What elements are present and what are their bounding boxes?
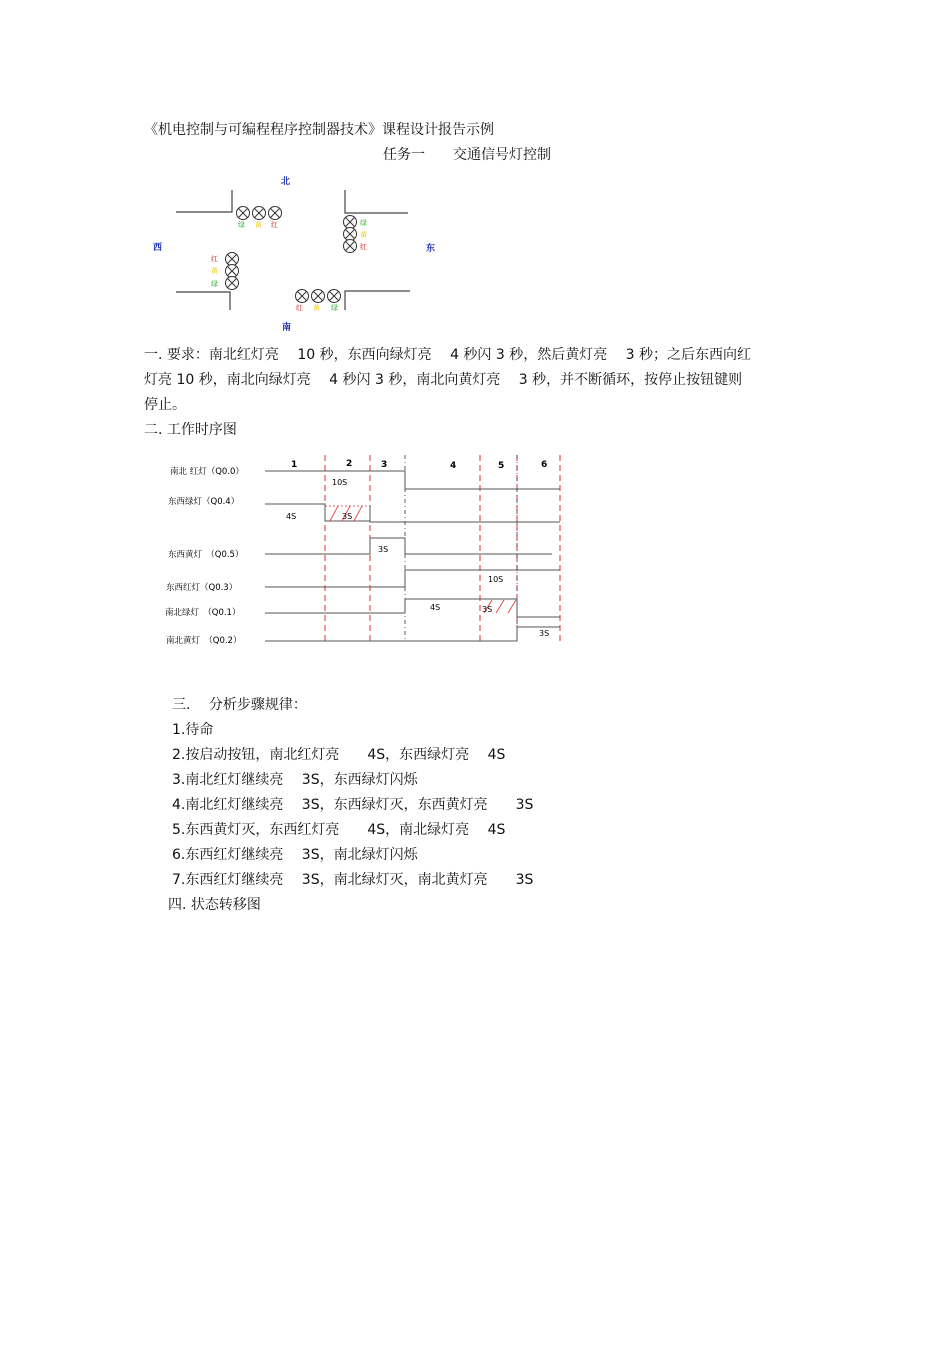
step-1: 1.待命 xyxy=(172,722,214,738)
east-yellow-label: 黄 xyxy=(360,231,367,239)
phase-2: 2 xyxy=(346,459,353,469)
requirement-line-1: 一. 要求：南北红灯亮 10 秒，东西向绿灯亮 4 秒闪 3 秒，然后黄灯亮 3 秒；之后东西向红 xyxy=(144,347,752,363)
wave-ns-green xyxy=(265,599,560,617)
north-green-label: 绿 xyxy=(238,221,245,229)
signal-ew-red-label: 东西红灯（Q0.3） xyxy=(166,583,238,593)
step-6: 6.东西红灯继续亮 3S，南北绿灯闪烁 xyxy=(172,847,418,863)
analysis-heading: 三. 分析步骤规律： xyxy=(172,697,307,713)
wave-ns-yellow xyxy=(265,627,560,641)
signal-ns-red-label: 南北 红灯（Q0.0） xyxy=(170,467,244,477)
duration-ew-green-on: 4S xyxy=(286,512,297,521)
timing-diagram xyxy=(160,450,570,650)
label-east: 东 xyxy=(426,244,436,254)
phase-5: 5 xyxy=(498,461,505,471)
west-yellow-label: 黄 xyxy=(211,267,218,275)
label-north: 北 xyxy=(281,177,291,187)
phase-1: 1 xyxy=(291,460,298,470)
road-corner-sw xyxy=(176,292,230,310)
signal-ew-yellow-label: 东西黄灯 （Q0.5） xyxy=(168,550,244,560)
wave-ew-green xyxy=(265,504,560,522)
west-signal-group xyxy=(211,253,239,290)
east-green-label: 绿 xyxy=(360,219,367,227)
south-yellow-label: 黄 xyxy=(313,304,320,312)
road-corner-se xyxy=(345,291,410,310)
wave-ew-red xyxy=(265,570,560,587)
duration-ew-red: 10S xyxy=(488,575,504,584)
north-signal-group xyxy=(237,207,282,230)
label-west: 西 xyxy=(153,243,163,253)
label-south: 南 xyxy=(282,323,292,333)
duration-ns-red: 10S xyxy=(332,478,348,487)
phase-4: 4 xyxy=(450,461,457,471)
south-green-label: 绿 xyxy=(331,304,338,312)
signal-ew-green-label: 东西绿灯（Q0.4） xyxy=(168,497,240,507)
road-corner-ne xyxy=(345,190,408,213)
requirement-line-3: 停止。 xyxy=(144,397,186,413)
task-title: 任务一 交通信号灯控制 xyxy=(383,147,551,163)
duration-ns-green-on: 4S xyxy=(430,603,441,612)
east-signal-group xyxy=(344,216,369,253)
duration-ew-yellow: 3S xyxy=(378,545,389,554)
signal-ns-yellow-label: 南北黄灯 （Q0.2） xyxy=(166,636,242,646)
step-3: 3.南北红灯继续亮 3S，东西绿灯闪烁 xyxy=(172,772,418,788)
phase-boundaries xyxy=(325,455,560,642)
state-transition-heading: 四. 状态转移图 xyxy=(168,897,261,913)
south-red-label: 红 xyxy=(296,304,303,312)
west-red-label: 红 xyxy=(211,255,218,263)
north-red-label: 红 xyxy=(271,221,278,229)
document-title: 《机电控制与可编程程序控制器技术》课程设计报告示例 xyxy=(144,122,494,138)
duration-ns-green-flash: 3S xyxy=(482,605,493,614)
phase-6: 6 xyxy=(541,460,548,470)
step-2: 2.按启动按钮，南北红灯亮 4S，东西绿灯亮 4S xyxy=(172,747,506,763)
duration-ew-green-flash: 3S xyxy=(342,512,353,521)
road-corner-nw xyxy=(176,190,232,212)
wave-ew-yellow xyxy=(265,538,552,554)
phase-3: 3 xyxy=(381,460,388,470)
timing-heading: 二. 工作时序图 xyxy=(144,422,237,438)
duration-ns-yellow: 3S xyxy=(539,629,550,638)
signal-ns-green-label: 南北绿灯 （Q0.1） xyxy=(165,608,241,618)
requirement-line-2: 灯亮 10 秒，南北向绿灯亮 4 秒闪 3 秒，南北向黄灯亮 3 秒，并不断循环，按停止按钮键则 xyxy=(144,372,743,388)
phase-boundaries-dark xyxy=(405,455,517,642)
west-green-label: 绿 xyxy=(211,280,218,288)
intersection-diagram xyxy=(145,170,445,335)
south-signal-group xyxy=(296,290,341,313)
step-7: 7.东西红灯继续亮 3S，南北绿灯灭，南北黄灯亮 3S xyxy=(172,872,534,888)
east-red-label: 红 xyxy=(360,243,367,251)
wave-ns-red xyxy=(265,471,560,489)
step-5: 5.东西黄灯灭，东西红灯亮 4S，南北绿灯亮 4S xyxy=(172,822,506,838)
step-4: 4.南北红灯继续亮 3S，东西绿灯灭，东西黄灯亮 3S xyxy=(172,797,534,813)
north-yellow-label: 黄 xyxy=(255,221,262,229)
